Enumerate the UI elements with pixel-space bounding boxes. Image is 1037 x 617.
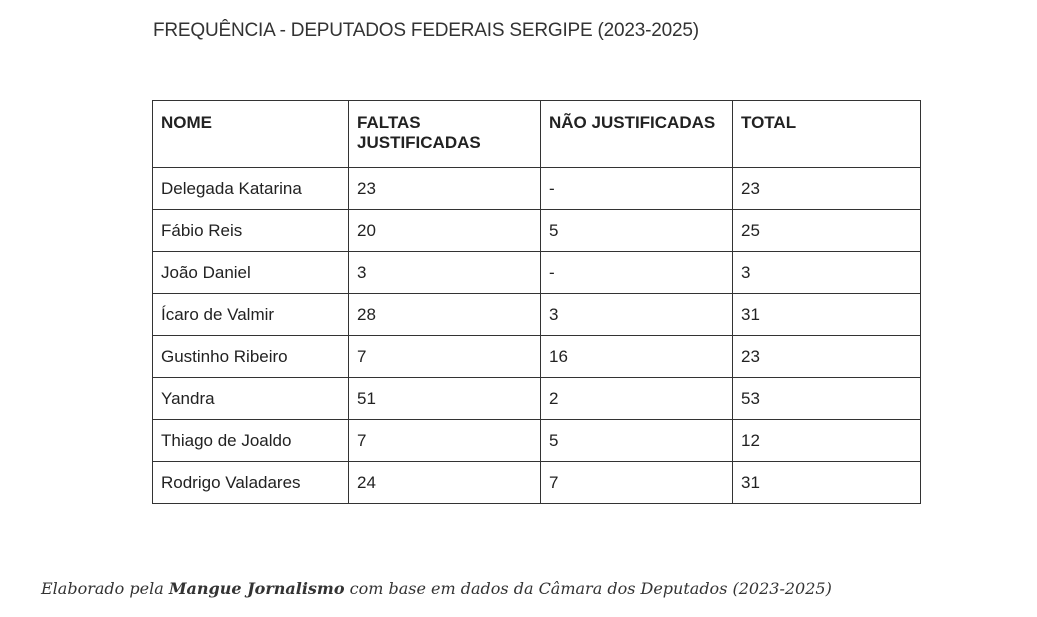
table-row <box>153 462 921 504</box>
cell-faltas-justificadas: 7 <box>349 336 541 378</box>
cell-total: 3 <box>733 252 921 294</box>
cell-faltas-justificadas: 24 <box>349 462 541 504</box>
cell-nao-justificadas: 5 <box>541 420 733 462</box>
cell-faltas-justificadas: 3 <box>349 252 541 294</box>
header-nome: NOME <box>153 101 349 168</box>
cell-total: 23 <box>733 168 921 210</box>
caption-prefix: Elaborado pela <box>41 579 169 598</box>
cell-nao-justificadas: - <box>541 168 733 210</box>
table-row <box>153 210 921 252</box>
cell-nao-justificadas: 16 <box>541 336 733 378</box>
cell-faltas-justificadas: 51 <box>349 378 541 420</box>
cell-total: 53 <box>733 378 921 420</box>
cell-nome: Rodrigo Valadares <box>153 462 349 504</box>
cell-nao-justificadas: 2 <box>541 378 733 420</box>
table-row <box>153 420 921 462</box>
cell-total: 25 <box>733 210 921 252</box>
cell-nao-justificadas: 7 <box>541 462 733 504</box>
cell-total: 12 <box>733 420 921 462</box>
cell-faltas-justificadas: 7 <box>349 420 541 462</box>
table-row <box>153 168 921 210</box>
cell-total: 23 <box>733 336 921 378</box>
cell-nome: Ícaro de Valmir <box>153 294 349 336</box>
cell-faltas-justificadas: 23 <box>349 168 541 210</box>
header-total: TOTAL <box>733 101 921 168</box>
cell-total: 31 <box>733 462 921 504</box>
table-row <box>153 294 921 336</box>
frequency-table <box>152 100 921 504</box>
caption-suffix: com base em dados da Câmara dos Deputados (2023-2025) <box>344 579 832 598</box>
cell-nao-justificadas: 5 <box>541 210 733 252</box>
cell-nome: Thiago de Joaldo <box>153 420 349 462</box>
cell-total: 31 <box>733 294 921 336</box>
source-caption <box>41 579 832 598</box>
cell-faltas-justificadas: 28 <box>349 294 541 336</box>
cell-nao-justificadas: - <box>541 252 733 294</box>
caption-organization: Mangue Jornalismo <box>168 579 345 598</box>
cell-nao-justificadas: 3 <box>541 294 733 336</box>
cell-nome: Gustinho Ribeiro <box>153 336 349 378</box>
cell-nome: Yandra <box>153 378 349 420</box>
cell-faltas-justificadas: 20 <box>349 210 541 252</box>
cell-nome: João Daniel <box>153 252 349 294</box>
document-title: FREQUÊNCIA - DEPUTADOS FEDERAIS SERGIPE (2023-2025) <box>153 20 699 41</box>
header-nao-justificadas: NÃO JUSTIFICADAS <box>541 101 733 168</box>
table-row <box>153 252 921 294</box>
header-faltas-justificadas: FALTAS JUSTIFICADAS <box>349 101 541 168</box>
table-header-row <box>153 101 921 168</box>
cell-nome: Delegada Katarina <box>153 168 349 210</box>
table-row <box>153 378 921 420</box>
table-row <box>153 336 921 378</box>
cell-nome: Fábio Reis <box>153 210 349 252</box>
